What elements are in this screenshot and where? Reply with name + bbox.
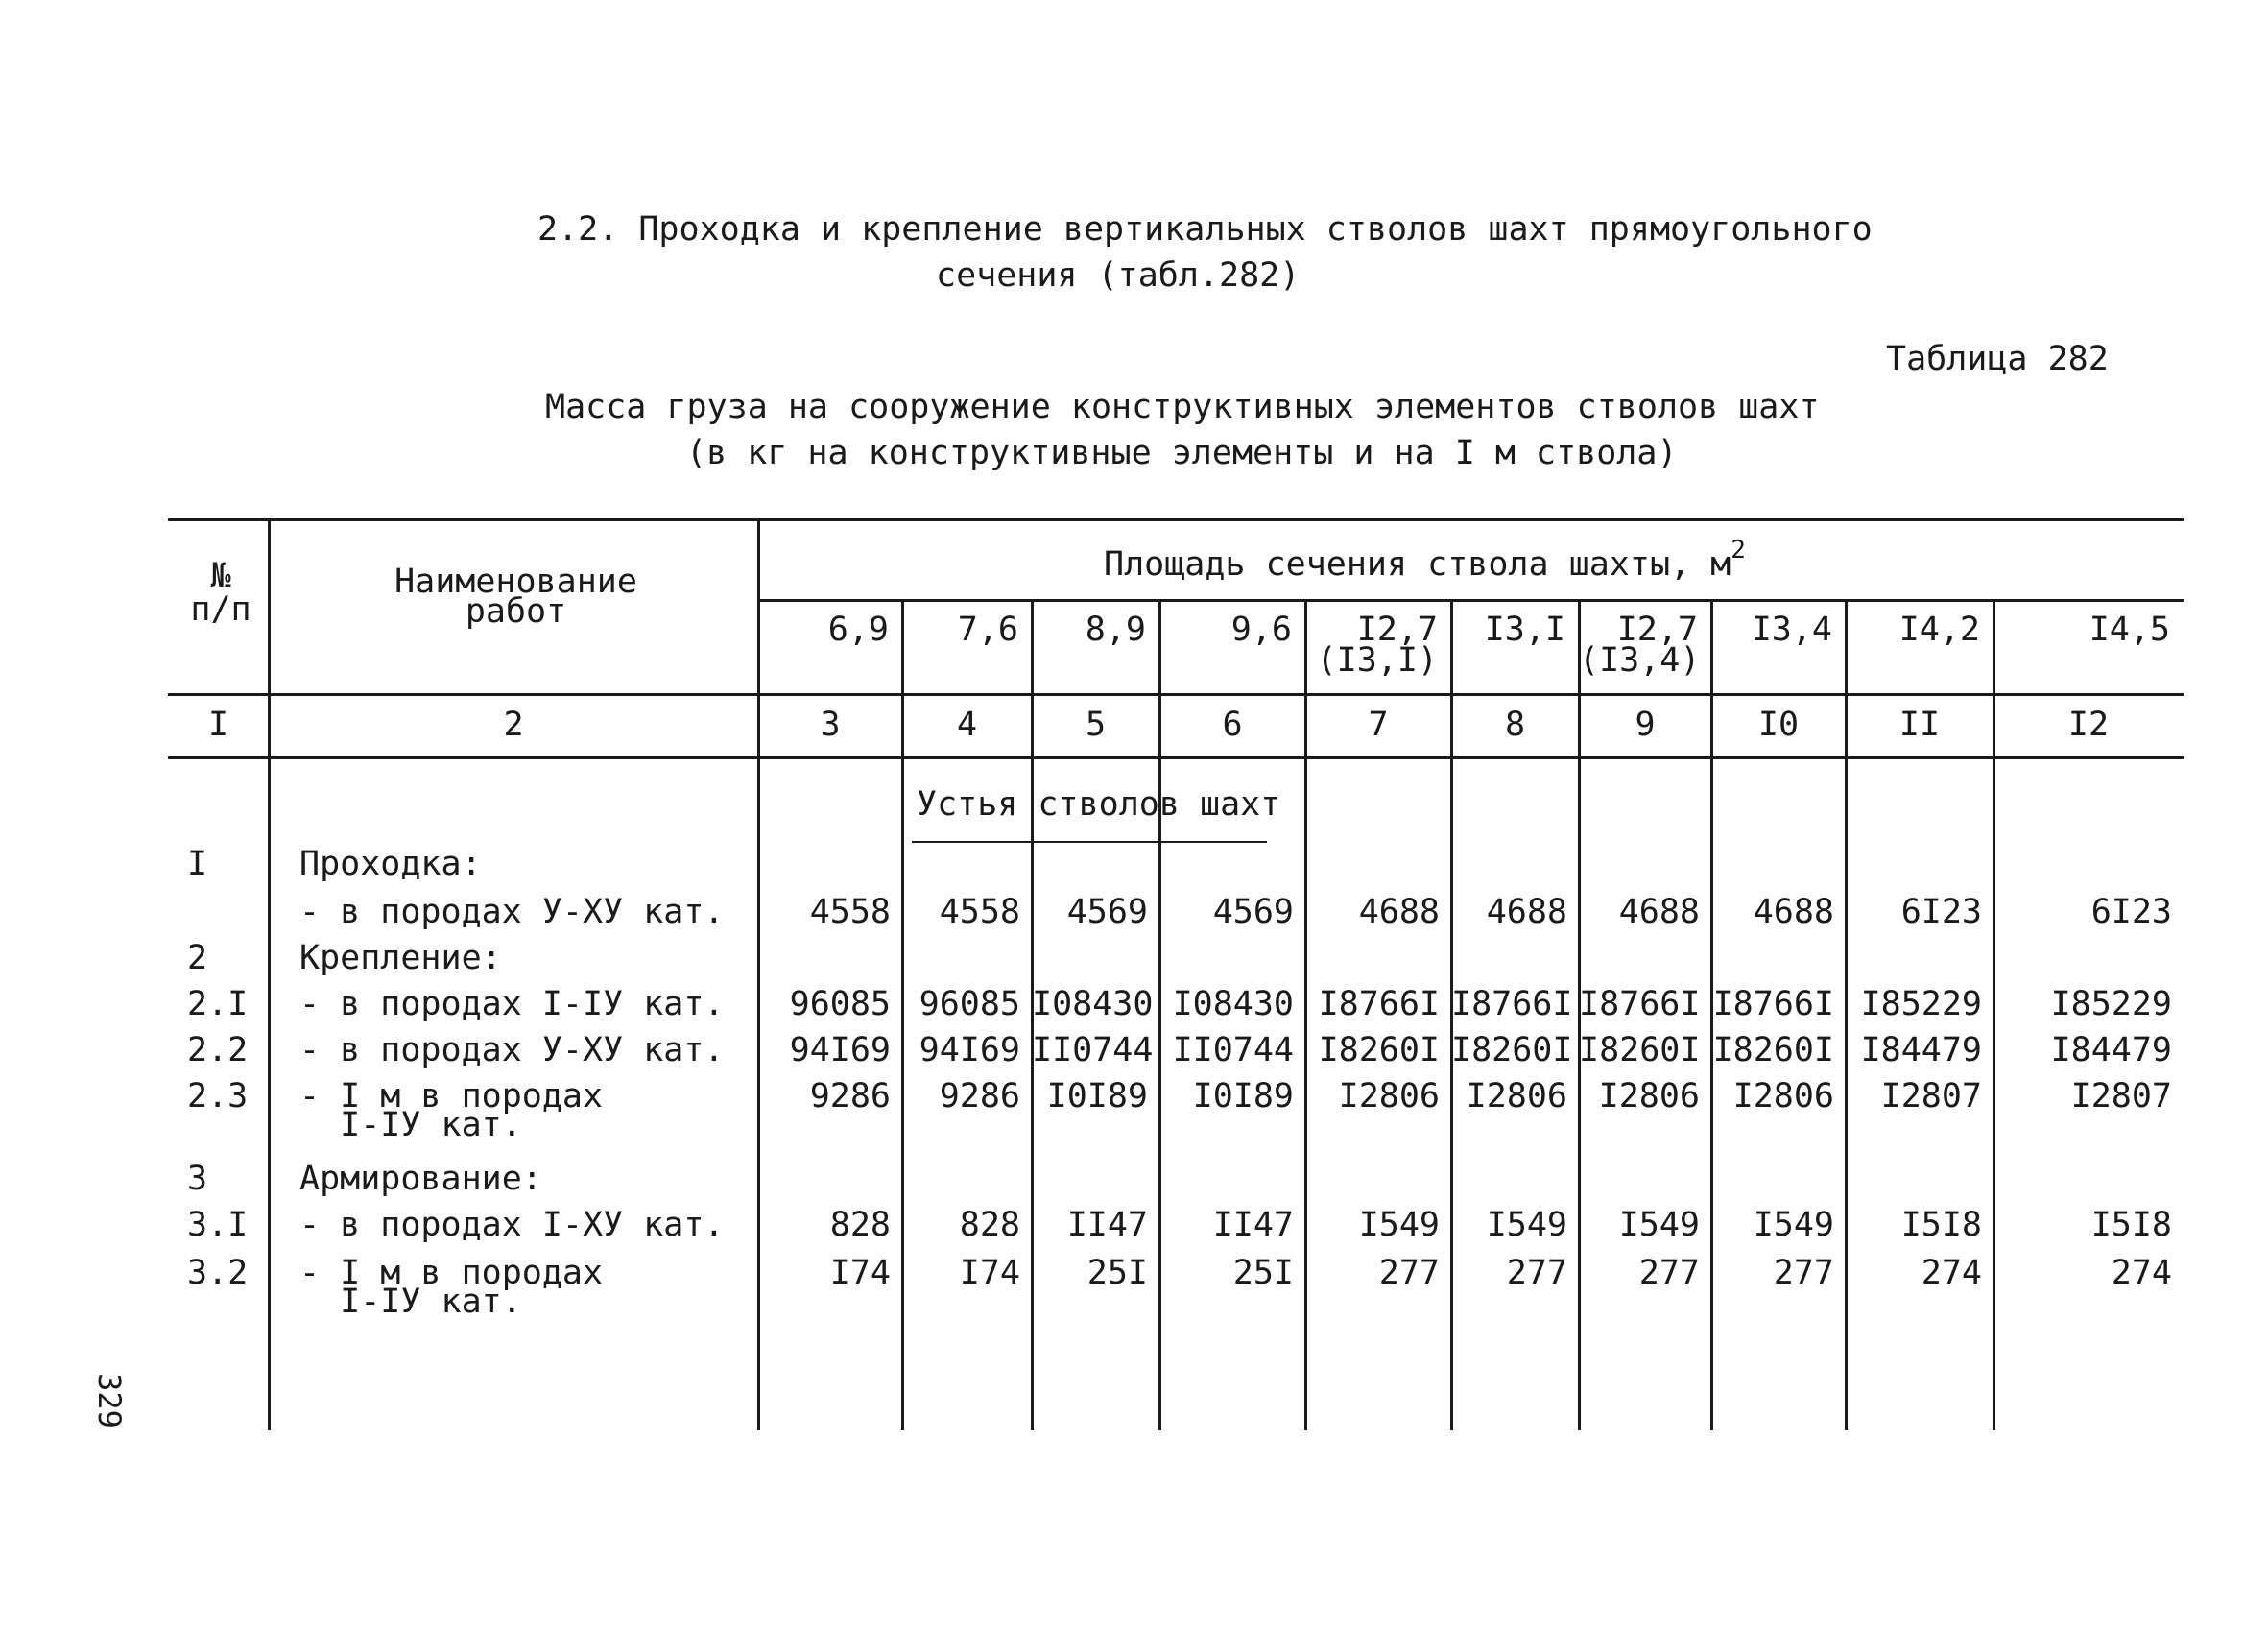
table-cell: I2806 [1732,1077,1834,1116]
table-cell: 4688 [1753,893,1834,931]
table-cell: 277 [1378,1254,1440,1292]
row-number: 3 [187,1160,208,1198]
table-cell: 828 [829,1206,891,1244]
table-cell: I84479 [2050,1031,2172,1069]
column-number-7: 7 [1368,706,1389,744]
row-name: - в породах I-ХУ кат. [299,1206,725,1244]
area-col-9: (I3,4) [1579,641,1701,680]
column-number-10: I0 [1757,706,1800,744]
area-col-11: I4,2 [1898,611,1980,649]
area-header-rule [758,599,2184,602]
page-number: 329 [90,1373,128,1428]
col-name-header-line1: Наименование [394,563,637,601]
area-col-7: (I3,I) [1316,641,1438,680]
table-cell: I8260I [1451,1031,1573,1069]
column-number-12: I2 [2067,706,2110,744]
area-col-7: I2,7 [1356,611,1438,649]
section-title-line2: сечения (табл.282) [936,256,1301,295]
column-number-2: 2 [503,706,524,744]
table-label: Таблица 282 [1886,340,2109,378]
column-divider-1 [268,518,271,1430]
table-cell: 277 [1638,1254,1700,1292]
caption-line2: (в кг на конструктивные элементы и на I м ствола) [686,434,1678,472]
column-number-1: I [207,706,229,744]
table-cell: I549 [1358,1206,1440,1244]
table-cell: II47 [1212,1206,1294,1244]
table-cell: 274 [1921,1254,1982,1292]
table-top-rule [168,518,2184,521]
subheading-underline [912,841,1267,843]
row-number: 2.I [187,985,249,1023]
table-cell: I8766I [1712,985,1834,1023]
row-name: - в породах У-ХУ кат. [299,1031,725,1069]
table-cell: 828 [959,1206,1020,1244]
column-number-3: 3 [820,706,841,744]
area-header-text: Площадь сечения ствола шахты, м [1104,545,1731,584]
table-cell: I08430 [1172,985,1294,1023]
column-number-9: 9 [1635,706,1656,744]
table-cell: 96085 [919,985,1020,1023]
table-cell: II0744 [1172,1031,1294,1069]
table-cell: I2806 [1598,1077,1700,1116]
table-cell: 4569 [1066,893,1148,931]
column-number-5: 5 [1085,706,1107,744]
table-cell: 25I [1232,1254,1294,1292]
table-cell: I8766I [1579,985,1701,1023]
area-col-10: I3,4 [1751,611,1832,649]
header-bottom-rule [168,693,2184,696]
table-cell: I8260I [1579,1031,1701,1069]
column-divider-2 [757,518,760,1430]
area-col-8: I3,I [1484,611,1565,649]
row-name: - I м в породах [299,1254,604,1292]
table-cell: I8766I [1318,985,1440,1023]
table-cell: I85229 [1860,985,1982,1023]
row-name: - в породах I-IУ кат. [299,985,725,1023]
table-cell: 9286 [939,1077,1020,1116]
row-name: Крепление: [299,939,502,977]
colnum-bottom-rule [168,756,2184,759]
area-header [1104,536,1746,587]
col-name-header-line2: работ [465,592,567,631]
row-number: 2.2 [187,1031,249,1069]
area-col-6: 9,6 [1230,611,1292,649]
table-cell: I85229 [2050,985,2172,1023]
row-name: - в породах У-ХУ кат. [299,893,725,931]
row-number: 2.3 [187,1077,249,1116]
table-cell: I8260I [1318,1031,1440,1069]
subheading-ustya: Устья стволов шахт [917,785,1281,824]
area-col-5: 8,9 [1085,611,1146,649]
column-number-4: 4 [956,706,978,744]
row-name: - I м в породах [299,1077,604,1116]
table-cell: I8260I [1712,1031,1834,1069]
row-name: I-IУ кат. [299,1106,522,1144]
table-cell: I2806 [1466,1077,1567,1116]
table-cell: I0I89 [1192,1077,1294,1116]
table-cell: I2806 [1338,1077,1440,1116]
table-cell: I84479 [1860,1031,1982,1069]
table-cell: 4569 [1212,893,1294,931]
row-number: 2 [187,939,208,977]
table-cell: 9286 [809,1077,891,1116]
table-cell: 94I69 [919,1031,1020,1069]
row-number: 3.2 [187,1254,249,1292]
table-cell: 6I23 [2090,893,2172,931]
area-col-12: I4,5 [2089,611,2170,649]
table-cell: 96085 [789,985,891,1023]
table-cell: I0I89 [1046,1077,1148,1116]
col-no-header-line2: п/п [190,590,251,629]
area-unit-superscript: 2 [1731,536,1746,564]
table-cell: I08430 [1032,985,1154,1023]
table-cell: I5I8 [1900,1206,1982,1244]
col-no-header-line1: № [210,557,231,595]
table-cell: II47 [1066,1206,1148,1244]
table-cell: I549 [1486,1206,1567,1244]
table-cell: I5I8 [2090,1206,2172,1244]
row-name: Армирование: [299,1160,542,1198]
column-number-11: II [1898,706,1941,744]
row-name: Проходка: [299,845,482,883]
table-cell: 25I [1086,1254,1148,1292]
table-cell: 274 [2111,1254,2172,1292]
table-cell: 277 [1506,1254,1567,1292]
table-cell: II0744 [1032,1031,1154,1069]
table-cell: 4688 [1358,893,1440,931]
table-cell: 4688 [1618,893,1700,931]
table-cell: 4558 [809,893,891,931]
area-col-4: 7,6 [957,611,1018,649]
row-name: I-IУ кат. [299,1283,522,1321]
section-title-line1: 2.2. Проходка и крепление вертикальных стволов шахт прямоугольного [537,210,1873,249]
column-number-8: 8 [1504,706,1526,744]
area-col-9: I2,7 [1616,611,1698,649]
column-number-6: 6 [1222,706,1243,744]
row-number: I [187,845,208,883]
table-cell: 94I69 [789,1031,891,1069]
table-cell: I74 [959,1254,1020,1292]
area-col-3: 6,9 [827,611,889,649]
table-cell: I549 [1753,1206,1834,1244]
table-cell: I549 [1618,1206,1700,1244]
table-cell: I2807 [2070,1077,2172,1116]
table-cell: 6I23 [1900,893,1982,931]
table-cell: 277 [1773,1254,1834,1292]
table-cell: 4558 [939,893,1020,931]
table-cell: 4688 [1486,893,1567,931]
table-cell: I2807 [1880,1077,1982,1116]
table-cell: I74 [829,1254,891,1292]
table-cell: I8766I [1451,985,1573,1023]
caption-line1: Масса груза на сооружение конструктивных элементов стволов шахт [545,388,1820,426]
row-number: 3.I [187,1206,249,1244]
